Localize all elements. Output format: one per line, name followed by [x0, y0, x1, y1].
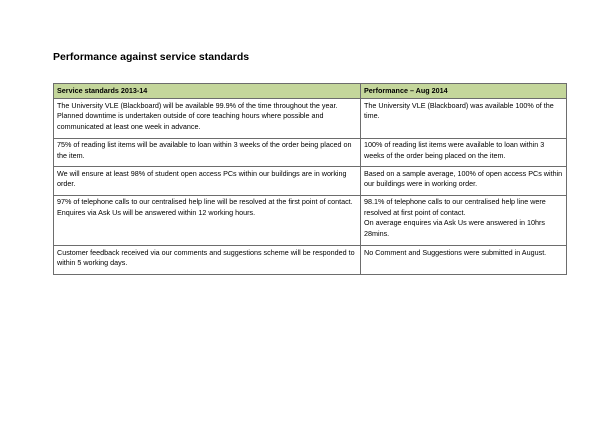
standard-cell: 97% of telephone calls to our centralised help line will be resolved at the first point of contact. Enquires via Ask Us will be answered within 12 working hours. — [54, 195, 361, 246]
standard-cell: We will ensure at least 98% of student open access PCs within our buildings are in working order. — [54, 167, 361, 196]
performance-cell: Based on a sample average, 100% of open access PCs within our buildings were in working order. — [361, 167, 567, 196]
service-standards-table — [53, 83, 567, 275]
standard-cell: Customer feedback received via our comments and suggestions scheme will be responded to within 5 working days. — [54, 246, 361, 275]
performance-cell: The University VLE (Blackboard) was available 100% of the time. — [361, 99, 567, 139]
table-row — [54, 99, 567, 139]
performance-cell: 100% of reading list items were available to loan within 3 weeks of the order being placed on the item. — [361, 138, 567, 167]
performance-text-extra: On average enquires via Ask Us were answered in 10hrs 28mins. — [364, 218, 545, 238]
performance-cell: No Comment and Suggestions were submitted in August. — [361, 246, 567, 275]
standard-cell: 75% of reading list items will be available to loan within 3 weeks of the order being placed on the item. — [54, 138, 361, 167]
performance-cell — [361, 195, 567, 246]
table-row — [54, 246, 567, 275]
header-service-standards: Service standards 2013-14 — [54, 84, 361, 99]
table-header-row — [54, 84, 567, 99]
standard-cell: The University VLE (Blackboard) will be available 99.9% of the time throughout the year. Planned downtime is undertaken outside of core teaching hours where possible and communicated at least one week in advance. — [54, 99, 361, 139]
header-performance: Performance – Aug 2014 — [361, 84, 567, 99]
table-row — [54, 167, 567, 196]
page-title: Performance against service standards — [53, 51, 250, 63]
table-row — [54, 138, 567, 167]
table-row — [54, 195, 567, 246]
performance-text: 98.1% of telephone calls to our centralised help line were resolved at first point of contact. — [364, 197, 546, 217]
